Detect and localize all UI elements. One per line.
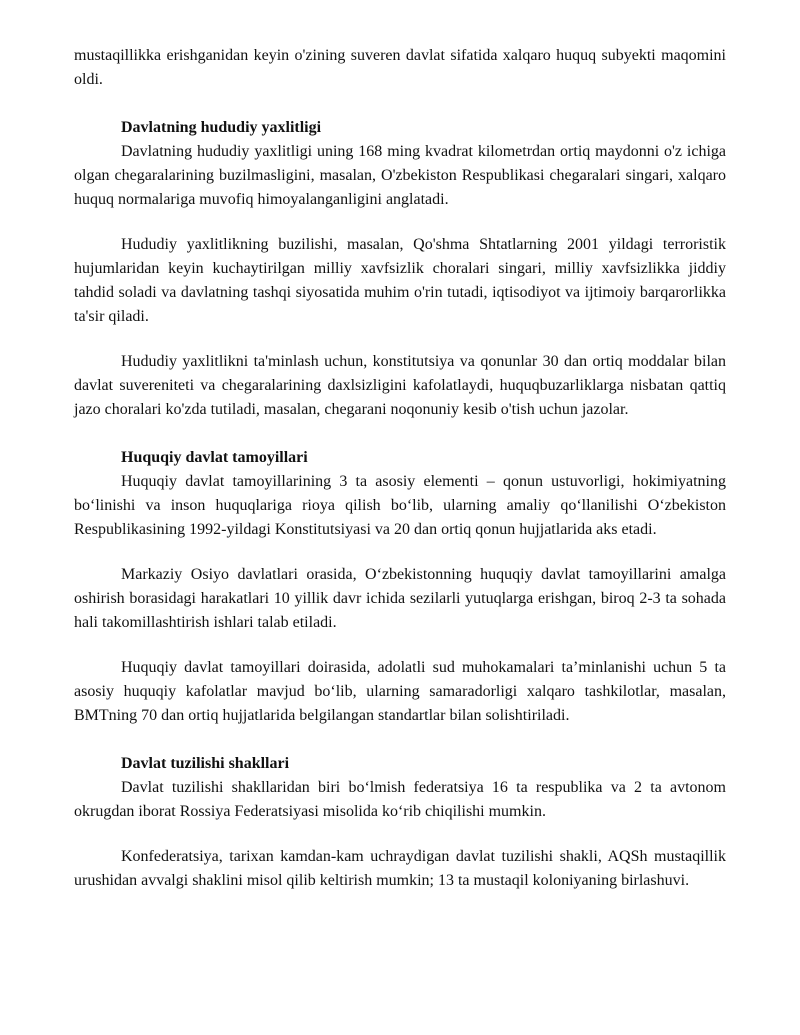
section-heading-legal-state-principles: Huquqiy davlat tamoyillari — [121, 449, 308, 466]
section-heading-territorial-integrity: Davlatning hududiy yaxlitligi — [121, 119, 322, 136]
paragraph: Davlat tuzilishi shakllaridan biri bo‘lmish federatsiya 16 ta respublika va 2 ta avtonom okrugdan iborat Rossiya Federatsiyasi misolida ko‘rib chiqilishi mumkin. — [74, 779, 726, 820]
paragraph: Davlatning hududiy yaxlitligi uning 168 ming kvadrat kilometrdan ortiq maydonni o'z ichiga olgan chegaralarining buzilmasligini, masalan, O'zbekiston Respublikasi chegaralari singari, xalqaro huquq normalariga muvofiq himoyalanganligini anglatadi. — [74, 143, 726, 208]
section-heading-state-structure-forms: Davlat tuzilishi shakllari — [121, 755, 290, 772]
intro-paragraph: mustaqillikka erishganidan keyin o'zining suveren davlat sifatida xalqaro huquq subyekti maqomini oldi. — [74, 47, 726, 88]
paragraph: Huquqiy davlat tamoyillari doirasida, adolatli sud muhokamalari ta’minlanishi uchun 5 ta asosiy huquqiy kafolatlar mavjud bo‘lib, ularning samaradorligi xalqaro tashkilotlar, masalan, BMTning 70 dan ortiq hujjatlarida belgilangan standartlar bilan solishtiriladi. — [74, 659, 726, 724]
paragraph: Hududiy yaxlitlikning buzilishi, masalan, Qo'shma Shtatlarning 2001 yildagi terroristik hujumlaridan keyin kuchaytirilgan milliy xavfsizlik choralari singari, milliy xavfsizlikka jiddiy tahdid soladi va davlatning tashqi siyosatida muhim o'rin tutadi, iqtisodiyot va ijtimoiy barqarorlikka ta'sir qiladi. — [74, 236, 726, 325]
paragraph: Huquqiy davlat tamoyillarining 3 ta asosiy elementi – qonun ustuvorligi, hokimiyatning bo‘linishi va inson huquqlariga rioya qilish bo‘lib, ularning amaliy qo‘llanilishi O‘zbekiston Respublikasining 1992-yildagi Konstitutsiyasi va 20 dan ortiq qonun hujjatlarida aks etadi. — [74, 473, 726, 538]
paragraph: Konfederatsiya, tarixan kamdan-kam uchraydigan davlat tuzilishi shakli, AQSh mustaqillik urushidan avvalgi shaklini misol qilib keltirish mumkin; 13 ta mustaqil koloniyaning birlashuvi. — [74, 848, 726, 889]
paragraph: Markaziy Osiyo davlatlari orasida, O‘zbekistonning huquqiy davlat tamoyillarini amalga oshirish borasidagi harakatlari 10 yillik davr ichida sezilarli yutuqlarga erishgan, biroq 2-3 ta sohada hali takomillashtirish ishlari talab etiladi. — [74, 566, 726, 631]
paragraph: Hududiy yaxlitlikni ta'minlash uchun, konstitutsiya va qonunlar 30 dan ortiq moddalar bilan davlat suvereniteti va chegaralarining daxlsizligini kafolatlaydi, huquqbuzarliklarga nisbatan qattiq jazo choralari ko'zda tutiladi, masalan, chegarani noqonuniy kesib o'tish uchun jazolar. — [74, 353, 726, 418]
